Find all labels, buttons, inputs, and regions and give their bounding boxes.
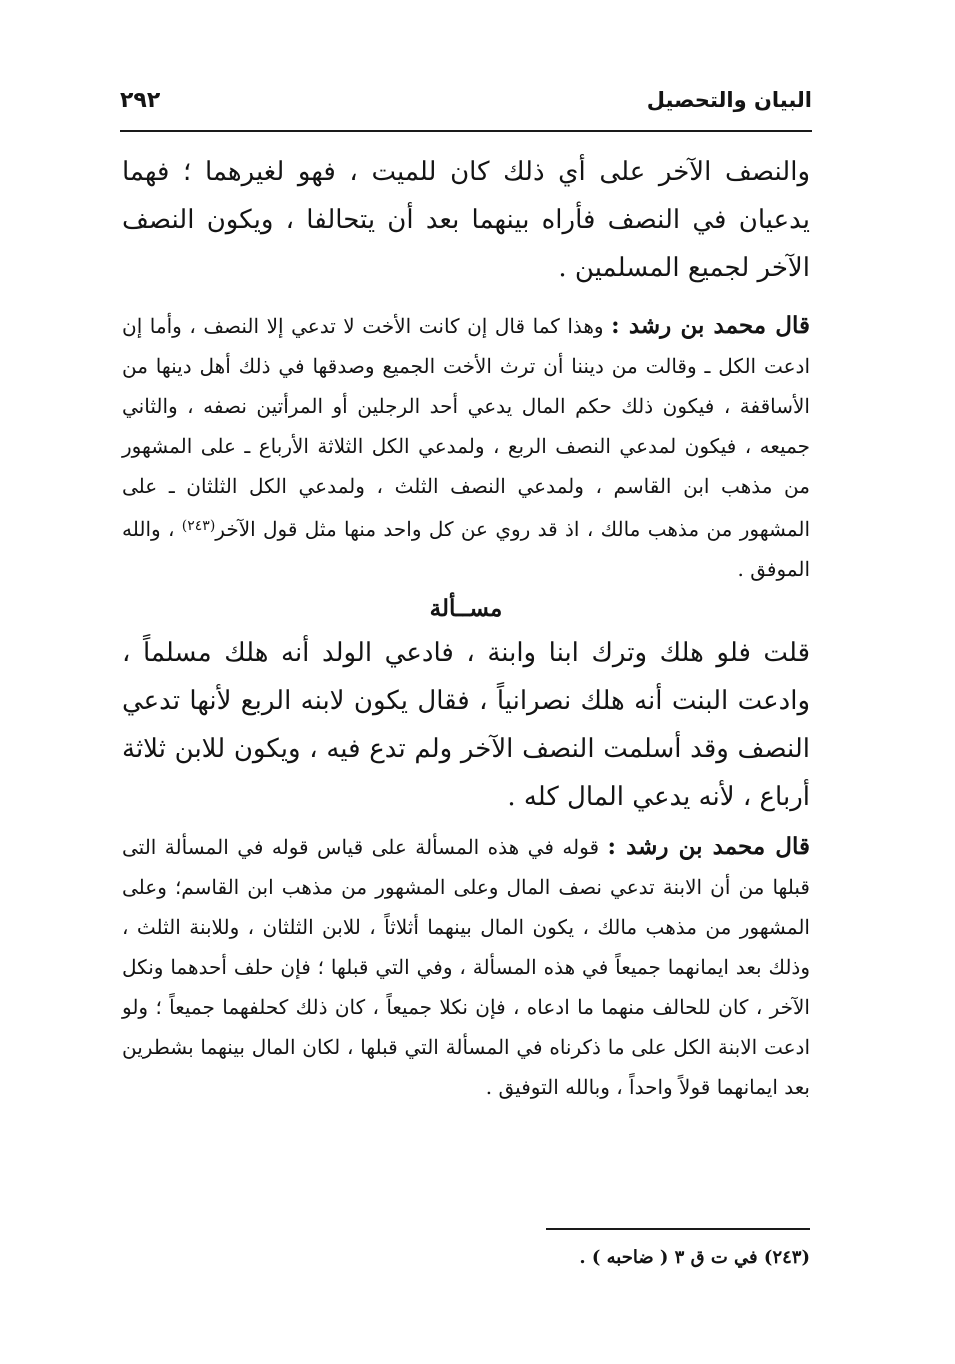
section-heading: مســألة (429, 595, 503, 622)
paragraph-2-end: ، والله الموفق . (122, 517, 810, 581)
page-number: ٢٩٢ (120, 88, 161, 113)
paragraph-3: قلت فلو هلك وترك ابنا وابنة ، فادعي الولد أنه هلك مسلماً ، وادعت البنت أنه هلك نصرانياً ، فقال يكون لابنه الربع لأنها تدعي النصف وقد أسلمت النصف الآخر ولم تدع فيه ، ويكون للابن ثلاثة أرباع ، لأنه يدعي المال كله . (122, 638, 810, 812)
main-text (122, 148, 810, 1107)
footnote-rule (546, 1228, 810, 1230)
paragraph-2-text: وهذا كما قال إن كانت الأخت لا تدعي إلا النصف ، وأما إن ادعت الكل ـ وقالت من ديننا أن ترث الأخت الجميع وصدقها في ذلك أهل دينها من الأساقفة ، فيكون ذلك حكم المال يدعي أحد الرجلين أو المرأتين نصفه ، والثاني جميعه ، فيكون لمدعي النصف الربع ، ولمدعي الكل الثلاثة الأرباع ـ على المشهور من مذهب ابن القاسم ، ولمدعي النصف الثلث ، ولمدعي الكل الثلثان ـ على المشهور من مذهب مالك ، اذ قد روي عن كل واحد منها مثل قول الآخر (122, 314, 810, 541)
paragraph-4-lead: قال محمد بن رشد : (607, 833, 810, 860)
paragraph-1: والنصف الآخر على أي ذلك كان للميت ، فهو لغيرهما ؛ فهما يدعيان في النصف فأراه بينهما بعد أن يتحالفا ، ويكون النصف الآخر لجميع المسلمين . (122, 157, 810, 283)
paragraph-2-lead: قال محمد بن رشد : (611, 312, 810, 339)
paragraph-2 (122, 306, 810, 589)
footnote-ref: (٢٤٣) (181, 518, 216, 534)
running-title: البيان والتحصيل (646, 88, 812, 112)
running-header (120, 88, 812, 128)
paragraph-4 (122, 827, 810, 1107)
paragraph-4-text: قوله في هذه المسألة على قياس قوله في المسألة التى قبلها من أن الابنة تدعي نصف المال وعلى المشهور من مذهب ابن القاسم؛ وعلى المشهور من مذهب مالك ، يكون المال بينهما أثلاثاً ، للابن الثلثان ، وللابنة الثلث ، وذلك بعد ايمانهما جميعاً في هذه المسألة ، وفي التي قبلها ؛ فإن حلف أحدهما ونكل الآخر ، كان للحالف منهما ما ادعاه ، فإن نكلا جميعاً ، كان ذلك كحلفهما جميعاً ؛ ولو ادعت الابنة الكل على ما ذكرناه في المسألة التي قبلها ، لكان المال بينهما بشطرين بعد ايمانهما قولاً واحداً ، وبالله التوفيق . (122, 835, 810, 1099)
header-rule (120, 130, 812, 132)
footnote: (٢٤٣) في ت ق ٣ ( ضاحبه ) . (579, 1247, 810, 1268)
